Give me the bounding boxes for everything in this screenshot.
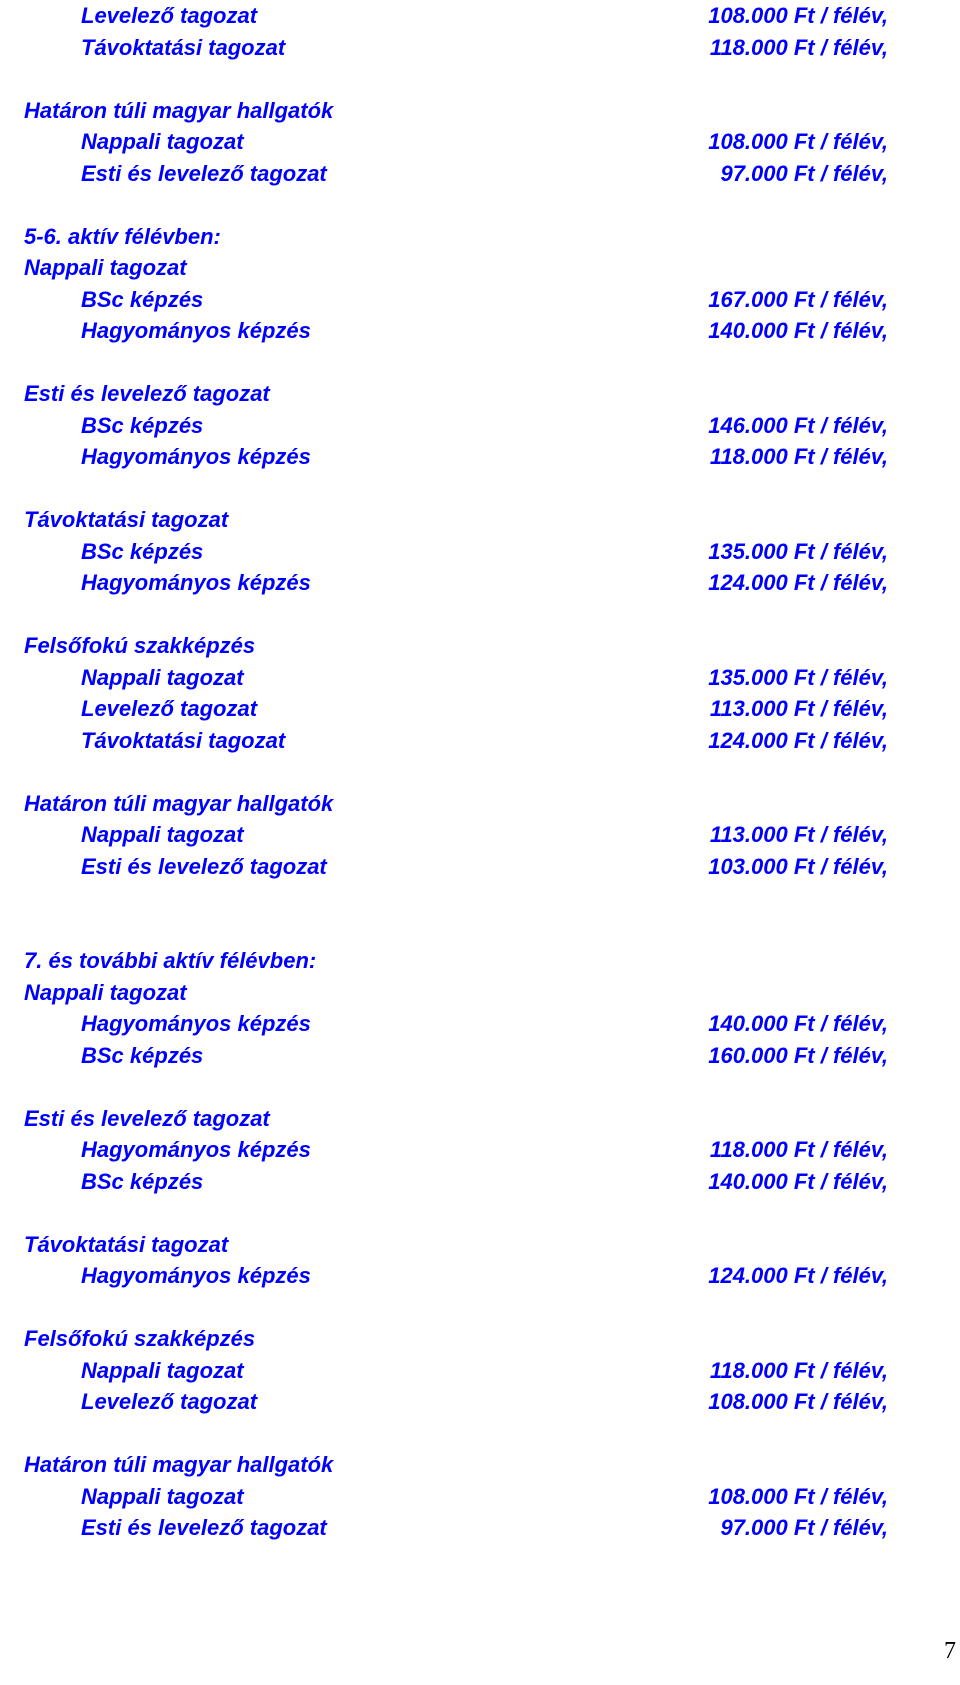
fee-row (0, 284, 960, 316)
section-heading: Távoktatási tagozat (24, 1231, 229, 1257)
fee-label: Nappali tagozat (81, 129, 244, 154)
fee-amount: 113.000 Ft / félév, (709, 696, 888, 721)
block-spacer (0, 189, 960, 221)
fee-label: BSc képzés (81, 1042, 204, 1068)
section-heading-row (0, 945, 960, 977)
fee-label: Távoktatási tagozat (81, 727, 286, 753)
fee-row (0, 441, 960, 473)
fee-row (0, 662, 960, 694)
fee-block (0, 1229, 960, 1292)
fee-amount: 146.000 Ft / félév, (708, 412, 888, 438)
fee-amount: 108.000 Ft / félév, (708, 129, 888, 154)
fee-block (0, 788, 960, 883)
fee-row (0, 1166, 960, 1198)
section-heading-row (0, 221, 960, 253)
fee-block (0, 1449, 960, 1544)
section-heading: Nappali tagozat (24, 255, 187, 280)
fee-row (0, 1512, 960, 1544)
fee-amount: 124.000 Ft / félév, (708, 1263, 888, 1288)
fee-amount: 108.000 Ft / félév, (708, 1483, 888, 1509)
fee-label: Hagyományos képzés (81, 318, 311, 343)
section-heading: 5-6. aktív félévben: (24, 223, 221, 249)
fee-label: Nappali tagozat (81, 664, 244, 690)
fee-row (0, 819, 960, 851)
fee-amount: 118.000 Ft / félév, (709, 444, 888, 469)
section-heading-row (0, 788, 960, 820)
fee-row (0, 410, 960, 442)
fee-label: Nappali tagozat (81, 822, 244, 847)
fee-amount: 124.000 Ft / félév, (708, 570, 888, 595)
fee-label: Nappali tagozat (81, 1483, 244, 1509)
fee-amount: 97.000 Ft / félév, (720, 1515, 888, 1540)
fee-row (0, 725, 960, 757)
fee-block (0, 504, 960, 599)
section-heading-row (0, 977, 960, 1009)
section-heading: 7. és további aktív félévben: (24, 948, 317, 973)
fee-label: Hagyományos képzés (81, 1263, 311, 1288)
page-number: 7 (944, 1638, 956, 1664)
fee-amount: 140.000 Ft / félév, (708, 1011, 888, 1036)
fee-row (0, 126, 960, 158)
fee-block (0, 95, 960, 190)
section-heading-row (0, 378, 960, 410)
fee-amount: 118.000 Ft / félév, (709, 1357, 888, 1383)
fee-row (0, 1260, 960, 1292)
block-spacer (0, 347, 960, 379)
block-spacer (0, 1418, 960, 1450)
fee-amount: 103.000 Ft / félév, (708, 853, 888, 879)
fee-label: Hagyományos képzés (81, 444, 311, 469)
fee-row (0, 1134, 960, 1166)
section-heading-row (0, 504, 960, 536)
fee-amount: 167.000 Ft / félév, (708, 286, 888, 312)
fee-label: Levelező tagozat (81, 3, 258, 28)
fee-label: Esti és levelező tagozat (81, 1515, 327, 1540)
fee-block (0, 945, 960, 1071)
section-heading: Felsőfokú szakképzés (24, 633, 256, 658)
block-spacer (0, 473, 960, 505)
fee-block (0, 630, 960, 756)
fee-amount: 113.000 Ft / félév, (709, 822, 888, 847)
fee-amount: 97.000 Ft / félév, (720, 160, 888, 186)
section-heading: Esti és levelező tagozat (24, 381, 270, 406)
section-heading-row (0, 1103, 960, 1135)
fee-row (0, 536, 960, 568)
fee-row (0, 158, 960, 190)
fee-row (0, 1481, 960, 1513)
fee-block (0, 1103, 960, 1198)
fee-amount: 135.000 Ft / félév, (708, 538, 888, 564)
fee-label: Levelező tagozat (81, 1389, 258, 1414)
fee-row (0, 693, 960, 725)
block-spacer (0, 1071, 960, 1103)
fee-amount: 108.000 Ft / félév, (708, 3, 888, 28)
block-spacer (0, 599, 960, 631)
fee-row (0, 1008, 960, 1040)
section-heading-row (0, 1449, 960, 1481)
block-spacer (0, 1197, 960, 1229)
fee-label: Esti és levelező tagozat (81, 853, 327, 879)
block-spacer (0, 63, 960, 95)
fee-label: Hagyományos képzés (81, 570, 311, 595)
section-heading-row (0, 95, 960, 127)
section-heading: Határon túli magyar hallgatók (24, 790, 334, 816)
section-heading: Határon túli magyar hallgatók (24, 1452, 334, 1477)
fee-label: BSc képzés (81, 286, 204, 312)
section-heading: Határon túli magyar hallgatók (24, 97, 334, 123)
fee-amount: 108.000 Ft / félév, (708, 1389, 888, 1414)
fee-block (0, 0, 960, 63)
fee-row (0, 1040, 960, 1072)
fee-block (0, 1323, 960, 1418)
section-heading: Távoktatási tagozat (24, 507, 229, 532)
fee-row (0, 0, 960, 32)
fee-row (0, 1386, 960, 1418)
section-heading: Nappali tagozat (24, 979, 187, 1005)
fee-label: Távoktatási tagozat (81, 34, 286, 60)
section-heading-row (0, 630, 960, 662)
fee-label: Nappali tagozat (81, 1357, 244, 1383)
fee-amount: 118.000 Ft / félév, (709, 1137, 888, 1162)
section-heading: Esti és levelező tagozat (24, 1105, 270, 1131)
section-heading-row (0, 1323, 960, 1355)
fee-label: BSc képzés (81, 412, 204, 438)
block-spacer (0, 756, 960, 788)
section-heading: Felsőfokú szakképzés (24, 1326, 256, 1351)
fee-label: BSc képzés (81, 538, 204, 564)
fee-row (0, 315, 960, 347)
fee-amount: 140.000 Ft / félév, (708, 318, 888, 343)
fee-row (0, 1355, 960, 1387)
section-heading-row (0, 252, 960, 284)
fee-amount: 140.000 Ft / félév, (708, 1168, 888, 1194)
fee-row (0, 851, 960, 883)
fee-label: Hagyományos képzés (81, 1137, 311, 1162)
fee-label: Hagyományos képzés (81, 1011, 311, 1036)
fee-amount: 135.000 Ft / félév, (708, 664, 888, 690)
fee-label: BSc képzés (81, 1168, 204, 1194)
block-spacer (0, 882, 960, 945)
fee-block (0, 378, 960, 473)
fee-block (0, 221, 960, 347)
fee-row (0, 567, 960, 599)
fee-row (0, 32, 960, 64)
section-heading-row (0, 1229, 960, 1261)
fee-label: Levelező tagozat (81, 696, 258, 721)
fee-amount: 124.000 Ft / félév, (708, 727, 888, 753)
fee-amount: 118.000 Ft / félév, (709, 34, 888, 60)
fee-amount: 160.000 Ft / félév, (708, 1042, 888, 1068)
fee-label: Esti és levelező tagozat (81, 160, 327, 186)
block-spacer (0, 1292, 960, 1324)
